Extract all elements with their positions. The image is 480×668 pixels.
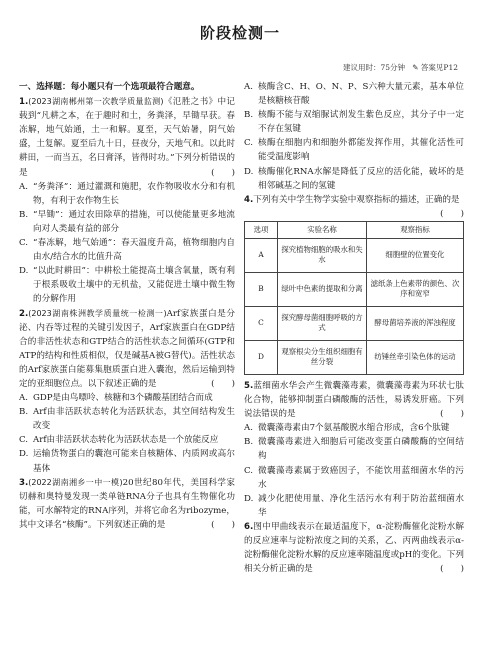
option-letter: B. (19, 407, 29, 418)
question-stem: 下列有关中学生物学实验中观察指标的描述，正确的是 (253, 194, 460, 205)
table-cell: 纺锤丝牵引染色体的运动 (367, 340, 464, 374)
table-cell: D (245, 340, 278, 374)
option-text: 微囊藻毒素由7个氨基酸脱水缩合形成，含6个肽键 (258, 423, 450, 434)
option-c[interactable] (19, 236, 235, 264)
option-c[interactable] (244, 136, 464, 164)
left-column (19, 80, 235, 532)
option-letter: C. (19, 435, 29, 446)
option-text: 核酶含C、H、O、N、P、S六种大量元素，基本单位是核糖核苷酸 (258, 82, 464, 107)
option-text: 核酶不能与双缩脲试剂发生紫色反应，其分子中一定不存在氢键 (258, 110, 464, 135)
question-number: 3. (19, 477, 29, 488)
answer-icon: ✎ (407, 63, 419, 72)
question-source: (2023湖南郴州第一次教学质量监测) (28, 97, 164, 107)
question-number: 5. (244, 380, 254, 391)
table-header: 观察指标 (367, 221, 464, 238)
question-source: (2022湖南湘乡一中一模) (28, 477, 123, 487)
option-d[interactable] (19, 264, 235, 306)
question-stem: 蓝细菌水华会产生微囊藻毒素，微囊藻毒素为环状七肽化合物，能够抑制蛋白磷酸酶的活性，易诱发肝癌。下列说法错误的是 (244, 380, 464, 420)
option-a[interactable] (244, 80, 464, 108)
answer-bracket[interactable]: ( ) (440, 208, 464, 219)
right-column (244, 80, 464, 576)
option-letter: C. (244, 465, 254, 476)
question-source: (2023湖南株洲教学质量统一检测一) (28, 308, 167, 318)
option-letter: D. (19, 449, 29, 460)
question-1-options (19, 180, 235, 307)
question-stem: Arf家族蛋白是分泌、内吞等过程的关键引发因子，Arf家族蛋白在GDP结合的非活性状态和GTP结合的活性状态之间循环(GTP和ATP的结构和性质相似，仅是碱基A被G替代)。活性状态的Arf家族蛋白能募集胞质蛋白进入囊泡，然后运输到特定的亚细胞位点。以下叙述正确的是 (19, 308, 235, 389)
question-1 (19, 95, 235, 180)
table-row (245, 340, 464, 374)
table-cell: 观察根尖分生组织细胞有丝分裂 (278, 340, 367, 374)
question-stem: 图中甲曲线表示在最适温度下，α-淀粉酶催化淀粉水解的反应速率与淀粉浓度之间的关系，乙、丙两曲线表示α-淀粉酶催化淀粉水解的反应速率随温度或pH的变化。下列相关分析正确的是 (244, 521, 464, 575)
option-text: 微囊藻毒素属于致癌因子，不能饮用蓝细菌水华的污水 (258, 465, 464, 490)
option-b[interactable] (19, 208, 235, 236)
answer-bracket[interactable]: ( ) (440, 409, 464, 420)
option-a[interactable] (19, 391, 235, 405)
table-cell: 酵母菌培养液的浑浊程度 (367, 306, 464, 340)
question-5-options (244, 421, 464, 520)
table-cell: B (245, 272, 278, 306)
option-d[interactable] (244, 165, 464, 193)
option-text: 核酶在细胞内和细胞外都能发挥作用，其催化活性可能受温度影响 (258, 138, 464, 163)
table-row (245, 238, 464, 272)
page-title: 阶段检测一 (199, 24, 280, 42)
option-letter: B. (19, 209, 29, 220)
option-a[interactable] (244, 421, 464, 435)
section-heading: 一、选择题：每小题只有一个选项最符合题意。 (19, 82, 200, 92)
option-text: Arf由非活跃状态转化为活跃状态，其空间结构发生改变 (33, 407, 235, 432)
table-cell: C (245, 306, 278, 340)
table-header: 实验名称 (278, 221, 367, 238)
table-cell: 滤纸条上色素带的颜色、次序和宽窄 (367, 272, 464, 306)
option-text: Arf由非活跃状态转化为活跃状态是一个放能反应 (33, 435, 219, 446)
question-5 (244, 379, 464, 421)
answer-bracket[interactable]: ( ) (211, 167, 235, 178)
question-number: 1. (19, 97, 29, 108)
table-row (245, 306, 464, 340)
option-text: 核酶催化RNA水解是降低了反应的活化能，破坏的是相邻碱基之间的氢键 (258, 166, 464, 191)
table-cell: 探究酵母菌细胞呼吸的方式 (278, 306, 367, 340)
option-text: 运输货物蛋白的囊泡可能来自核糖体、内质网或高尔基体 (33, 449, 235, 474)
option-c[interactable] (244, 464, 464, 492)
answer-reference: 答案见P12 (420, 63, 458, 72)
answer-bracket[interactable]: ( ) (211, 378, 235, 389)
table-header: 选项 (245, 221, 278, 238)
observation-table (244, 221, 464, 375)
question-2 (19, 307, 235, 392)
option-text: 微囊藻毒素进入细胞后可能改变蛋白磷酸酶的空间结构 (258, 437, 464, 462)
option-text: GDP是由鸟嘌呤、核糖和3个磷酸基团结合而成 (33, 393, 213, 404)
question-4 (244, 193, 464, 219)
option-c[interactable] (19, 433, 235, 447)
option-letter: A. (19, 181, 28, 192)
option-text: “早锄”：通过农田除草的措施，可以使能量更多地流向对人类最有益的部分 (33, 209, 235, 234)
question-stem: 20世纪80年代，美国科学家切赫和奥特曼发现一类单链RNA分子也具有生物催化功能，可水解特定的RNA序列，并将它命名为ribozyme，其中文译名“核酶”。下列叙述正确的是 (19, 477, 235, 530)
option-text: “务粪泽”：通过灌溉和施肥，农作物吸收水分和有机物，有利于农作物生长 (33, 181, 235, 206)
question-3 (19, 476, 235, 532)
question-3-options (244, 80, 464, 193)
question-number: 2. (19, 308, 29, 319)
option-letter: B. (244, 110, 254, 121)
option-letter: D. (19, 266, 29, 277)
option-letter: A. (244, 423, 253, 434)
option-letter: C. (19, 238, 29, 249)
table-row (245, 272, 464, 306)
question-number: 4. (244, 194, 254, 205)
option-d[interactable] (244, 492, 464, 520)
suggested-time: 建议用时：75分钟 (343, 63, 406, 72)
option-a[interactable] (19, 180, 235, 208)
option-letter: B. (244, 437, 254, 448)
question-number: 6. (244, 521, 254, 532)
header-meta (343, 62, 458, 73)
option-letter: C. (244, 138, 254, 149)
option-text: 减少化肥使用量、净化生活污水有利于防治蓝细菌水华 (258, 493, 464, 518)
table-cell: 细胞壁的位置变化 (367, 238, 464, 272)
option-letter: D. (244, 166, 254, 177)
question-2-options (19, 391, 235, 476)
answer-bracket[interactable]: ( ) (211, 519, 235, 530)
option-b[interactable] (244, 108, 464, 136)
table-cell: A (245, 238, 278, 272)
option-b[interactable] (19, 405, 235, 433)
option-letter: A. (244, 82, 253, 92)
table-header-row (245, 221, 464, 238)
question-stem: 《氾胜之书》中记载到“凡耕之本，在于趣时和土，务粪泽，早锄早获。春冻解，地气始通，土一和解。夏至，天气始暑，阴气始盛，土复解。夏至后九十日，昼夜分，天地气和。以此时耕田，一而当五，名曰膏泽，皆得时功。”下列分析错误的是 (19, 97, 235, 178)
option-letter: D. (244, 493, 254, 504)
answer-bracket[interactable]: ( ) (440, 564, 464, 575)
option-text: “以此时耕田”：中耕松土能提高土壤含氧量，既有利于根系吸收土壤中的无机盐，又能促进土壤中微生物的分解作用 (33, 266, 235, 305)
option-text: “春冻解，地气始通”：春天温度升高，植物细胞内自由水/结合水的比值升高 (33, 238, 235, 263)
option-letter: A. (19, 393, 28, 404)
option-b[interactable] (244, 435, 464, 463)
table-cell: 绿叶中色素的提取和分离 (278, 272, 367, 306)
option-d[interactable] (19, 447, 235, 475)
question-6 (244, 520, 464, 576)
table-cell: 探究植物细胞的吸水和失水 (278, 238, 367, 272)
